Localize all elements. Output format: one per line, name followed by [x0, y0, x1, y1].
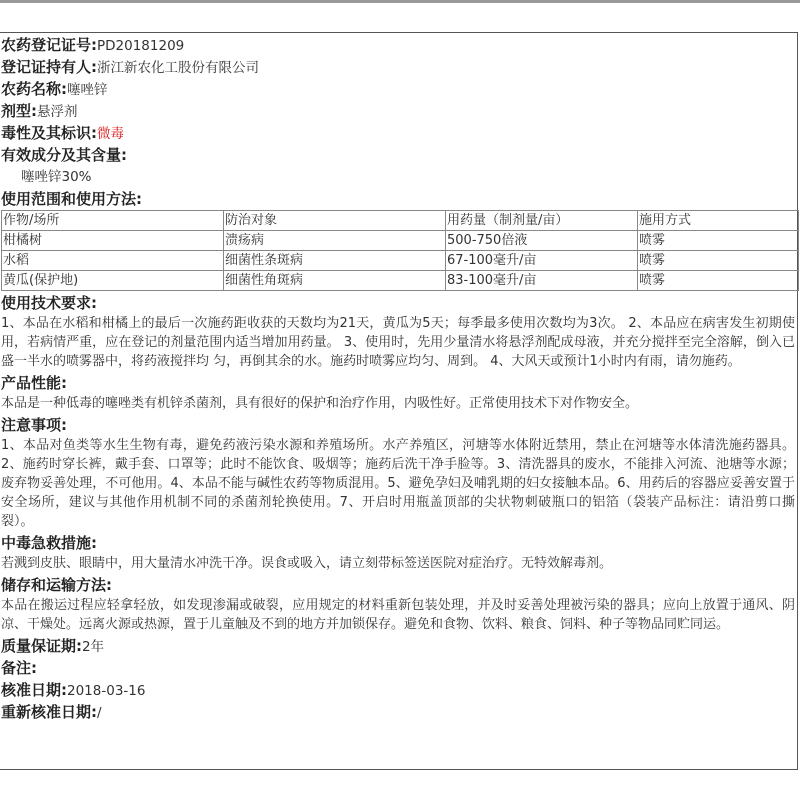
- technique-label: 使用技术要求:: [1, 294, 97, 312]
- performance-text: 本品是一种低毒的噻唑类有机锌杀菌剂，具有很好的保护和治疗作用，内吸性好。正常使用技术下对作物安全。: [1, 396, 639, 411]
- column-header-target: 防治对象: [224, 211, 446, 231]
- remarks-label: 备注:: [1, 659, 37, 677]
- cell-crop: 水稻: [2, 251, 224, 271]
- usage-row: [1, 188, 797, 210]
- usage-table: [1, 210, 799, 291]
- cell-target: 细菌性条斑病: [224, 251, 446, 271]
- cautions-label: 注意事项:: [1, 416, 67, 434]
- cell-target: 溃疡病: [224, 231, 446, 251]
- registration-number-value: PD20181209: [97, 38, 185, 54]
- shelf-life-value: 2年: [82, 639, 105, 655]
- cautions-text: 1、本品对鱼类等水生生物有毒，避免药液污染水源和养殖场所。水产养殖区，河塘等水体附近禁用，禁止在河塘等水体清洗施药器具。2、施药时穿长裤，戴手套、口罩等；此时不能饮食、吸烟等；施药后洗干净手脸等。3、清洗器具的废水，不能排入河流、池塘等水源；废弃物妥善处理，不可他用。4、本品不能与碱性农药等物质混用。5、避免孕妇及哺乳期的妇女接触本品。6、用药后的容器应妥善安置于安全场所，建议与其他作用机制不同的杀菌剂轮换使用。7、开启时用瓶盖顶部的尖状物刺破瓶口的铝箔（袋装产品标注：请沿剪口撕裂）。: [1, 438, 795, 529]
- toxicity-value: 微毒: [97, 126, 124, 142]
- ingredient-row: [1, 144, 797, 166]
- storage-label: 储存和运输方法:: [1, 576, 112, 594]
- reapproval-date-value: /: [97, 705, 102, 721]
- technique-row: [1, 292, 797, 314]
- pesticide-registration-document: [1, 34, 797, 723]
- cell-dosage: 67-100毫升/亩: [446, 251, 638, 271]
- formulation-label: 剂型:: [1, 102, 37, 120]
- cell-dosage: 83-100毫升/亩: [446, 271, 638, 291]
- cell-crop: 柑橘树: [2, 231, 224, 251]
- table-header-row: [2, 211, 799, 231]
- toxicity-label: 毒性及其标识:: [1, 124, 97, 142]
- approval-date-value: 2018-03-16: [67, 683, 146, 699]
- performance-row: [1, 372, 797, 394]
- shelf-life-label: 质量保证期:: [1, 637, 82, 655]
- column-header-method: 施用方式: [638, 211, 799, 231]
- cell-crop: 黄瓜(保护地): [2, 271, 224, 291]
- approval-date-row: [1, 679, 797, 701]
- remarks-row: [1, 657, 797, 679]
- pesticide-name-row: [1, 78, 797, 100]
- first-aid-label: 中毒急救措施:: [1, 534, 97, 552]
- ingredient-value: 噻唑锌30%: [21, 169, 92, 185]
- reapproval-date-row: [1, 701, 797, 723]
- approval-date-label: 核准日期:: [1, 681, 67, 699]
- registration-number-label: 农药登记证号:: [1, 36, 97, 54]
- top-divider: [0, 0, 800, 3]
- first-aid-text: 若溅到皮肤、眼睛中，用大量清水冲洗干净。误食或吸入，请立刻带标签送医院对症治疗。无特效解毒剂。: [1, 556, 613, 571]
- storage-text: 本品在搬运过程应轻拿轻放，如发现渗漏或破裂，应用规定的材料重新包装处理，并及时妥善处理被污染的器具；应向上放置于通风、阴凉、干燥处。远离火源或热源，置于儿童触及不到的地方并加锁保存。避免和食物、饮料、粮食、饲料、种子等物品同贮同运。: [1, 598, 795, 632]
- cell-target: 细菌性角斑病: [224, 271, 446, 291]
- pesticide-name-label: 农药名称:: [1, 80, 67, 98]
- registration-number-row: [1, 34, 797, 56]
- ingredient-label: 有效成分及其含量:: [1, 146, 127, 164]
- technique-text: 1、本品在水稻和柑橘上的最后一次施药距收获的天数均为21天，黄瓜为5天；每季最多使用次数均为3次。 2、本品应在病害发生初期使用，若病情严重，应在登记的剂量范围内适当增加用药量。 3、使用时，先用少量清水将悬浮剂配成母液，并充分搅拌至完全溶解，倒入已盛一半水的喷雾器中，将药液搅拌均 匀，再倒其余的水。施药时喷雾应均匀、周到。 4、大风天或预计1小时内有雨，请勿施药。: [1, 316, 795, 369]
- column-header-crop: 作物/场所: [2, 211, 224, 231]
- usage-label: 使用范围和使用方法:: [1, 190, 142, 208]
- toxicity-row: [1, 122, 797, 144]
- table-row: [2, 271, 799, 291]
- performance-label: 产品性能:: [1, 374, 67, 392]
- cell-method: 喷雾: [638, 271, 799, 291]
- reapproval-date-label: 重新核准日期:: [1, 703, 97, 721]
- cautions-row: [1, 414, 797, 436]
- table-row: [2, 231, 799, 251]
- holder-value: 浙江新农化工股份有限公司: [97, 60, 259, 76]
- table-row: [2, 251, 799, 271]
- cell-dosage: 500-750倍液: [446, 231, 638, 251]
- cell-method: 喷雾: [638, 231, 799, 251]
- pesticide-name-value: 噻唑锌: [67, 82, 108, 98]
- column-header-dosage: 用药量（制剂量/亩）: [446, 211, 638, 231]
- holder-label: 登记证持有人:: [1, 58, 97, 76]
- holder-row: [1, 56, 797, 78]
- first-aid-row: [1, 532, 797, 554]
- formulation-value: 悬浮剂: [37, 104, 78, 120]
- shelf-life-row: [1, 635, 797, 657]
- cell-method: 喷雾: [638, 251, 799, 271]
- storage-row: [1, 574, 797, 596]
- formulation-row: [1, 100, 797, 122]
